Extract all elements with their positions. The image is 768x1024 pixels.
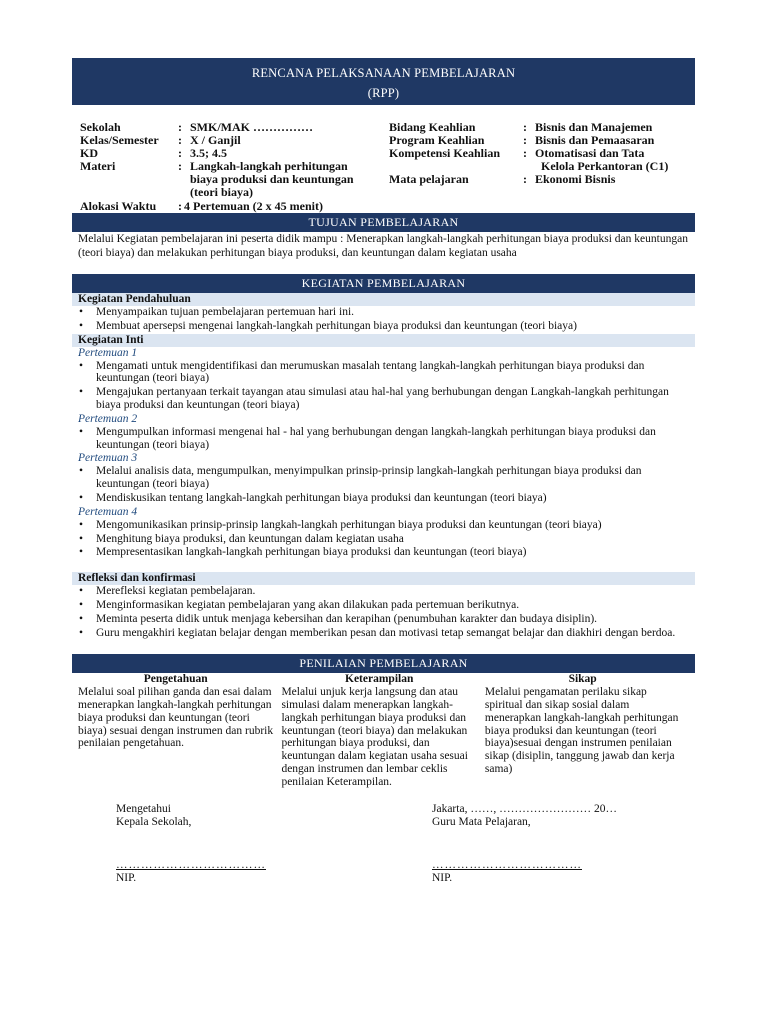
signature-left: Mengetahui Kepala Sekolah, ……………………………… NIP.	[116, 802, 266, 884]
column-title: Sikap	[568, 673, 597, 686]
list-item: • Meminta peserta didik untuk menjaga kebersihan dan kerapihan (penumbuhan karakter dan budaya disiplin).	[96, 613, 689, 626]
identity-row: Mata pelajaran : Ekonomi Bisnis	[389, 172, 616, 186]
pertemuan-label: Pertemuan 1	[78, 346, 138, 359]
column-text: Melalui pengamatan perilaku sikap spiritual dan sikap sosial dalam menerapkan langkah-langkah perhitungan biaya produksi dan keuntungan (teori biaya)sesuai dengan instrumen penilaian sikap (disiplin, tanggung jawab dan kerja sama)	[484, 686, 679, 775]
document-title: RENCANA PELAKSANAAN PEMBELAJARAN	[251, 66, 516, 80]
pertemuan-list	[72, 426, 695, 452]
identity-row: Bidang Keahlian : Bisnis dan Manajemen	[389, 120, 653, 134]
list-item: • Menginformasikan kegiatan pembelajaran yang akan dilakukan pada pertemuan berikutnya.	[96, 599, 689, 612]
document-subtitle: (RPP)	[367, 86, 400, 100]
list-item: • Menghitung biaya produksi, dan keuntungan dalam kegiatan usaha	[96, 533, 689, 546]
identity-row: Kompetensi Keahlian : Otomatisasi dan Tata	[389, 146, 645, 160]
list-item: • Mendiskusikan tentang langkah-langkah perhitungan biaya produksi dan keuntungan (teori biaya)	[96, 492, 689, 505]
signature-right: Jakarta, ……, …………………… 20… Guru Mata Pelajaran, ……………………………… NIP.	[432, 802, 617, 884]
list-item: • Mengumpulkan informasi mengenai hal - hal yang berhubungan dengan langkah-langkah perhitungan biaya produksi dan keuntungan (teori biaya)	[96, 426, 689, 452]
penilaian-sikap	[485, 673, 688, 788]
list-item: • Mengomunikasikan prinsip-prinsip langkah-langkah perhitungan biaya produksi dan keuntungan (teori biaya)	[96, 519, 689, 532]
column-title: Pengetahuan	[143, 673, 208, 686]
tujuan-heading: TUJUAN PEMBELAJARAN	[72, 213, 695, 232]
column-title: Keterampilan	[345, 673, 414, 686]
pertemuan-label: Pertemuan 2	[78, 412, 138, 425]
identity-block	[72, 105, 695, 213]
pendahuluan-title: Kegiatan Pendahuluan	[72, 293, 695, 306]
list-item: • Mempresentasikan langkah-langkah perhitungan biaya produksi dan keuntungan (teori biaya)	[96, 546, 689, 559]
inti-title: Kegiatan Inti	[72, 334, 695, 347]
list-item: • Merefleksi kegiatan pembelajaran.	[96, 585, 689, 598]
identity-row: Program Keahlian : Bisnis dan Pemaasaran	[389, 133, 655, 147]
pertemuan-label: Pertemuan 3	[78, 452, 138, 465]
column-text: Melalui unjuk kerja langsung dan atau simulasi dalam menerapkan langkah-langkah perhitungan biaya produksi dan keuntungan (teori biaya) dan melakukan perhitungan biaya produksi, dan keuntungan dalam kegiatan usaha sesuai dengan instrumen dan lembar ceklis penilaian Keterampilan.	[281, 686, 468, 788]
identity-row: (teori biaya)	[190, 185, 253, 199]
refleksi-list	[72, 585, 695, 639]
penilaian-columns	[72, 673, 695, 788]
tujuan-text: Melalui Kegiatan pembelajaran ini peserta didik mampu : Menerapkan langkah-langkah perhitungan biaya produksi dan keuntungan (teori biaya) dan melakukan perhitungan biaya produksi, dan keuntungan dalam kegiatan usaha	[78, 233, 688, 259]
document-title-bar	[72, 58, 695, 105]
identity-row: Alokasi Waktu : 4 Pertemuan (2 x 45 menit)	[80, 199, 323, 213]
list-item: • Guru mengakhiri kegiatan belajar dengan memberikan pesan dan motivasi tetap semangat belajar dan diakhiri dengan berdoa.	[96, 627, 689, 640]
identity-row: biaya produksi dan keuntungan	[190, 172, 354, 186]
kegiatan-heading: KEGIATAN PEMBELAJARAN	[72, 274, 695, 293]
pendahuluan-list	[72, 306, 695, 333]
pertemuan-label: Pertemuan 4	[78, 505, 138, 518]
pertemuan-list	[72, 465, 695, 504]
list-item: • Menyampaikan tujuan pembelajaran pertemuan hari ini.	[96, 306, 689, 319]
list-item: • Mengamati untuk mengidentifikasi dan merumuskan masalah tentang langkah-langkah perhitungan biaya produksi dan keuntungan (teori biaya)	[96, 360, 689, 386]
identity-row: Sekolah : SMK/MAK ……………	[80, 120, 313, 134]
list-item: • Melalui analisis data, mengumpulkan, menyimpulkan prinsip-prinsip langkah-langkah perhitungan biaya produksi dan keuntungan (teori biaya)	[96, 465, 689, 491]
penilaian-heading: PENILAIAN PEMBELAJARAN	[72, 654, 695, 673]
penilaian-keterampilan	[281, 673, 484, 788]
pertemuan-list	[72, 519, 695, 559]
refleksi-title: Refleksi dan konfirmasi	[72, 572, 695, 585]
pertemuan-list	[72, 360, 695, 412]
identity-row: Kelola Perkantoran (C1)	[541, 159, 669, 173]
penilaian-pengetahuan	[78, 673, 281, 788]
rpp-document	[72, 58, 695, 884]
signature-block	[72, 789, 695, 884]
identity-row: Kelas/Semester : X / Ganjil	[80, 133, 241, 147]
signature-line: ………………………………	[432, 858, 582, 871]
list-item: • Mengajukan pertanyaan terkait tayangan atau simulasi atau hal-hal yang berhubungan dengan Langkah-langkah perhitungan biaya produksi dan keuntungan (teori biaya)	[96, 386, 689, 412]
identity-row: KD : 3.5; 4.5	[80, 146, 227, 160]
column-text: Melalui soal pilihan ganda dan esai dalam menerapkan langkah-langkah perhitungan biaya produksi dan keuntungan (teori biaya) sesuai dengan instrumen dan rubrik penilaian pengetahuan.	[78, 686, 274, 750]
identity-row: Materi : Langkah-langkah perhitungan	[80, 159, 348, 173]
signature-line: ………………………………	[116, 858, 266, 871]
list-item: • Membuat apersepsi mengenai langkah-langkah perhitungan biaya produksi dan keuntungan (teori biaya)	[96, 320, 689, 333]
